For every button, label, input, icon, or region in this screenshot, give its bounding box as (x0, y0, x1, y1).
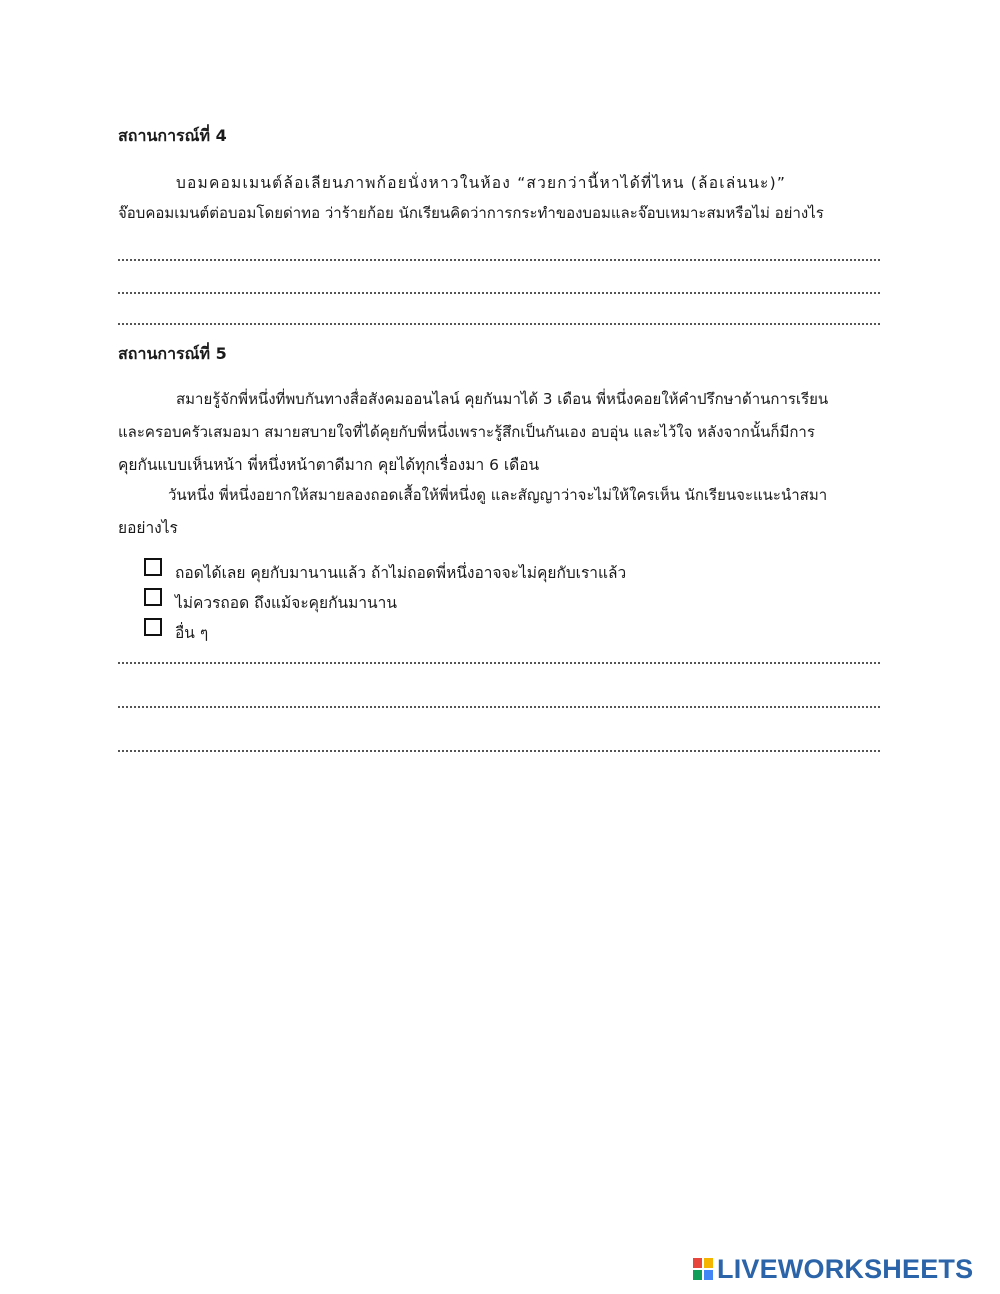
scenario-5-text-line-1: สมายรู้จักพี่หนึ่งที่พบกันทางสื่อสังคมออนไลน์ คุยกันมาได้ 3 เดือน พี่หนึ่งคอยให้คำปรึกษาด้านการเรียน (176, 390, 829, 408)
answer-line[interactable] (118, 706, 880, 708)
scenario-5-heading: สถานการณ์ที่ 5 (118, 344, 227, 363)
scenario-5-text-line-3: คุยกันแบบเห็นหน้า พี่หนึ่งหน้าตาดีมาก คุยได้ทุกเรื่องมา 6 เดือน (118, 456, 540, 474)
logo-square (693, 1258, 702, 1268)
logo-square (704, 1270, 713, 1280)
scenario-4-heading: สถานการณ์ที่ 4 (118, 126, 227, 145)
scenario-4-text-line-2: จ๊อบคอมเมนต์ต่อบอมโดยด่าทอ ว่าร้ายก้อย นักเรียนคิดว่าการกระทำของบอมและจ๊อบเหมาะสมหรือไม่ อย่างไร (118, 204, 824, 222)
liveworksheets-logo-icon (693, 1258, 713, 1280)
option-checkbox[interactable] (144, 558, 162, 576)
scenario-5-text-line-4: วันหนึ่ง พี่หนึ่งอยากให้สมายลองถอดเสื้อให้พี่หนึ่งดู และสัญญาว่าจะไม่ให้ใครเห็น นักเรียนจะแนะนำสมา (168, 486, 828, 504)
answer-line[interactable] (118, 323, 880, 325)
option-checkbox[interactable] (144, 618, 162, 636)
option-label: ถอดได้เลย คุยกับมานานแล้ว ถ้าไม่ถอดพี่หนึ่งอาจจะไม่คุยกับเราแล้ว (175, 564, 627, 582)
option-label: อื่น ๆ (175, 624, 209, 642)
scenario-4-text-line-1: บอมคอมเมนต์ล้อเลียนภาพก้อยนั่งหาวในห้อง “สวยกว่านี้หาได้ที่ไหน (ล้อเล่นนะ)” (176, 174, 787, 192)
option-checkbox[interactable] (144, 588, 162, 606)
answer-line[interactable] (118, 259, 880, 261)
scenario-5-text-line-2: และครอบครัวเสมอมา สมายสบายใจที่ได้คุยกับพี่หนึ่งเพราะรู้สึกเป็นกันเอง อบอุ่น และไว้ใจ หลังจากนั้นก็มีการ (118, 423, 815, 441)
answer-line[interactable] (118, 662, 880, 664)
liveworksheets-logo (693, 1254, 973, 1284)
scenario-5-text-line-5: ยอย่างไร (118, 519, 178, 537)
logo-square (693, 1270, 702, 1280)
answer-line[interactable] (118, 750, 880, 752)
logo-wordmark: LIVEWORKSHEETS (717, 1253, 974, 1284)
logo-square (704, 1258, 713, 1268)
answer-line[interactable] (118, 292, 880, 294)
option-label: ไม่ควรถอด ถึงแม้จะคุยกันมานาน (175, 594, 397, 612)
